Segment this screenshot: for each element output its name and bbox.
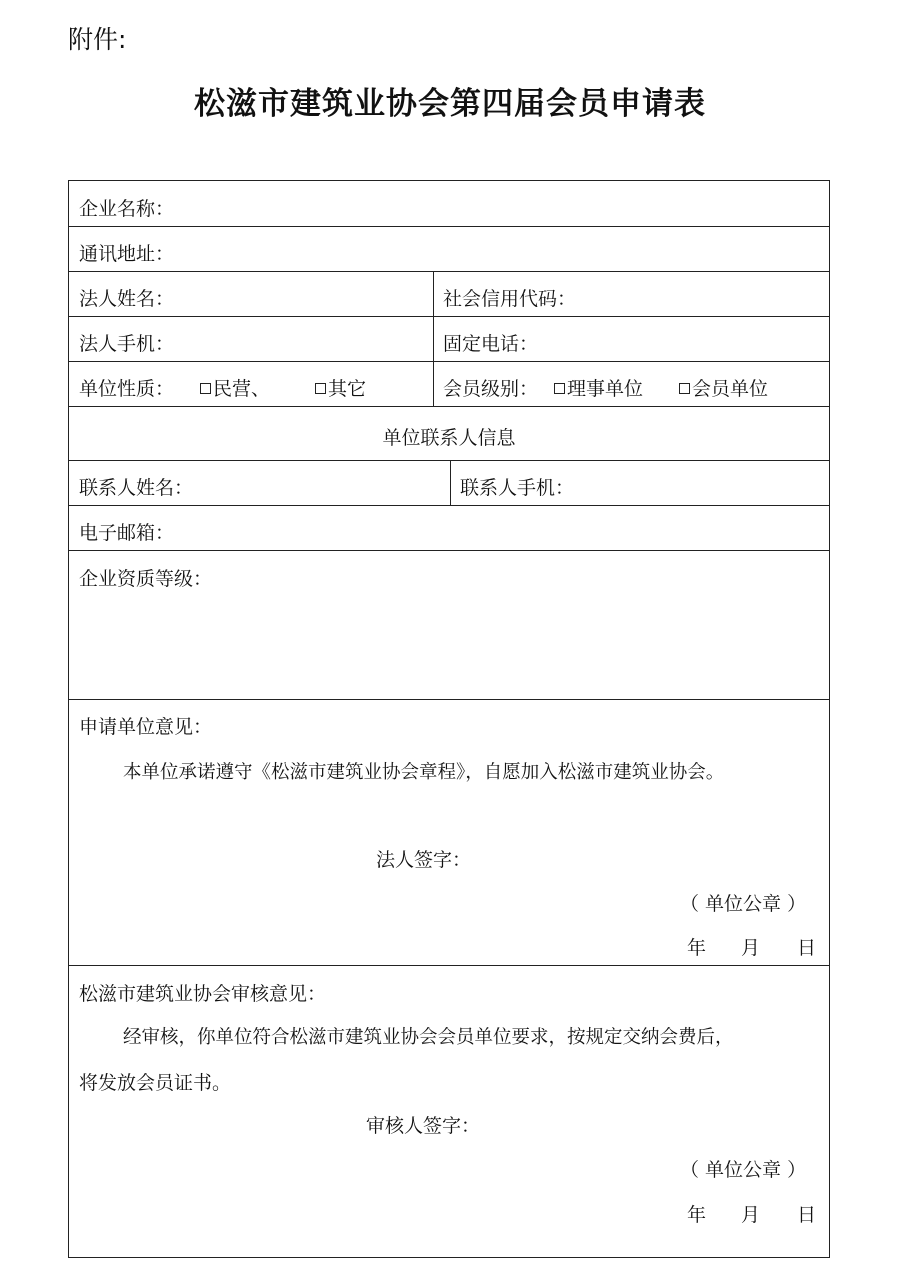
row-divider bbox=[69, 226, 829, 227]
company-name-label: 企业名称： bbox=[79, 198, 175, 220]
member-level-option-director[interactable] bbox=[554, 380, 643, 399]
unit-nature-option-private[interactable] bbox=[200, 380, 270, 399]
checkbox-icon[interactable] bbox=[315, 383, 326, 394]
row-divider bbox=[69, 406, 829, 407]
review-date-day: 日 bbox=[797, 1204, 817, 1226]
applicant-date-day: 日 bbox=[797, 937, 817, 959]
legal-phone-label: 法人手机： bbox=[79, 333, 175, 355]
review-opinion-heading: 松滋市建筑业协会审核意见： bbox=[79, 983, 327, 1005]
review-date-year: 年 bbox=[687, 1204, 707, 1226]
column-divider bbox=[433, 271, 434, 406]
member-level-option-member[interactable] bbox=[679, 380, 768, 399]
row-divider bbox=[69, 316, 829, 317]
legal-name-label: 法人姓名： bbox=[79, 288, 175, 310]
row-divider bbox=[69, 699, 829, 700]
option-label: 理事单位 bbox=[567, 378, 644, 400]
address-label: 通讯地址： bbox=[79, 243, 175, 265]
contact-name-label: 联系人姓名： bbox=[79, 477, 194, 499]
row-divider bbox=[69, 550, 829, 551]
option-label: 其它 bbox=[328, 378, 367, 400]
checkbox-icon[interactable] bbox=[200, 383, 211, 394]
applicant-opinion-heading: 申请单位意见： bbox=[79, 716, 213, 738]
unit-nature-option-other[interactable] bbox=[315, 380, 366, 399]
review-statement-line1: 经审核，你单位符合松滋市建筑业协会会员单位要求，按规定交纳会费后， bbox=[123, 1027, 734, 1048]
applicant-statement: 本单位承诺遵守《松滋市建筑业协会章程》，自愿加入松滋市建筑业协会。 bbox=[123, 762, 725, 783]
row-divider bbox=[69, 965, 829, 966]
column-divider bbox=[450, 460, 451, 505]
qualification-label: 企业资质等级： bbox=[79, 568, 213, 590]
contact-section-heading: 单位联系人信息 bbox=[382, 427, 516, 449]
row-divider bbox=[69, 505, 829, 506]
checkbox-icon[interactable] bbox=[554, 383, 565, 394]
applicant-date-year: 年 bbox=[687, 937, 707, 959]
row-divider bbox=[69, 271, 829, 272]
page-title: 松滋市建筑业协会第四届会员申请表 bbox=[194, 86, 706, 122]
landline-label: 固定电话： bbox=[443, 333, 539, 355]
applicant-date-month: 月 bbox=[741, 937, 761, 959]
legal-signature-label: 法人签字： bbox=[376, 849, 472, 871]
option-label: 民营、 bbox=[213, 378, 271, 400]
application-form bbox=[68, 180, 830, 1258]
reviewer-signature-label: 审核人签字： bbox=[366, 1115, 481, 1137]
row-divider bbox=[69, 460, 829, 461]
review-statement-line2: 将发放会员证书。 bbox=[79, 1072, 232, 1094]
credit-code-label: 社会信用代码： bbox=[443, 288, 577, 310]
review-seal-label: （ 单位公章 ） bbox=[680, 1159, 807, 1181]
unit-nature-label: 单位性质： bbox=[79, 378, 175, 400]
email-label: 电子邮箱： bbox=[79, 522, 175, 544]
checkbox-icon[interactable] bbox=[679, 383, 690, 394]
attachment-label: 附件: bbox=[68, 25, 127, 54]
review-date-month: 月 bbox=[741, 1204, 761, 1226]
option-label: 会员单位 bbox=[692, 378, 769, 400]
member-level-label: 会员级别： bbox=[443, 378, 539, 400]
row-divider bbox=[69, 361, 829, 362]
contact-phone-label: 联系人手机： bbox=[460, 477, 575, 499]
applicant-seal-label: （ 单位公章 ） bbox=[680, 893, 807, 915]
